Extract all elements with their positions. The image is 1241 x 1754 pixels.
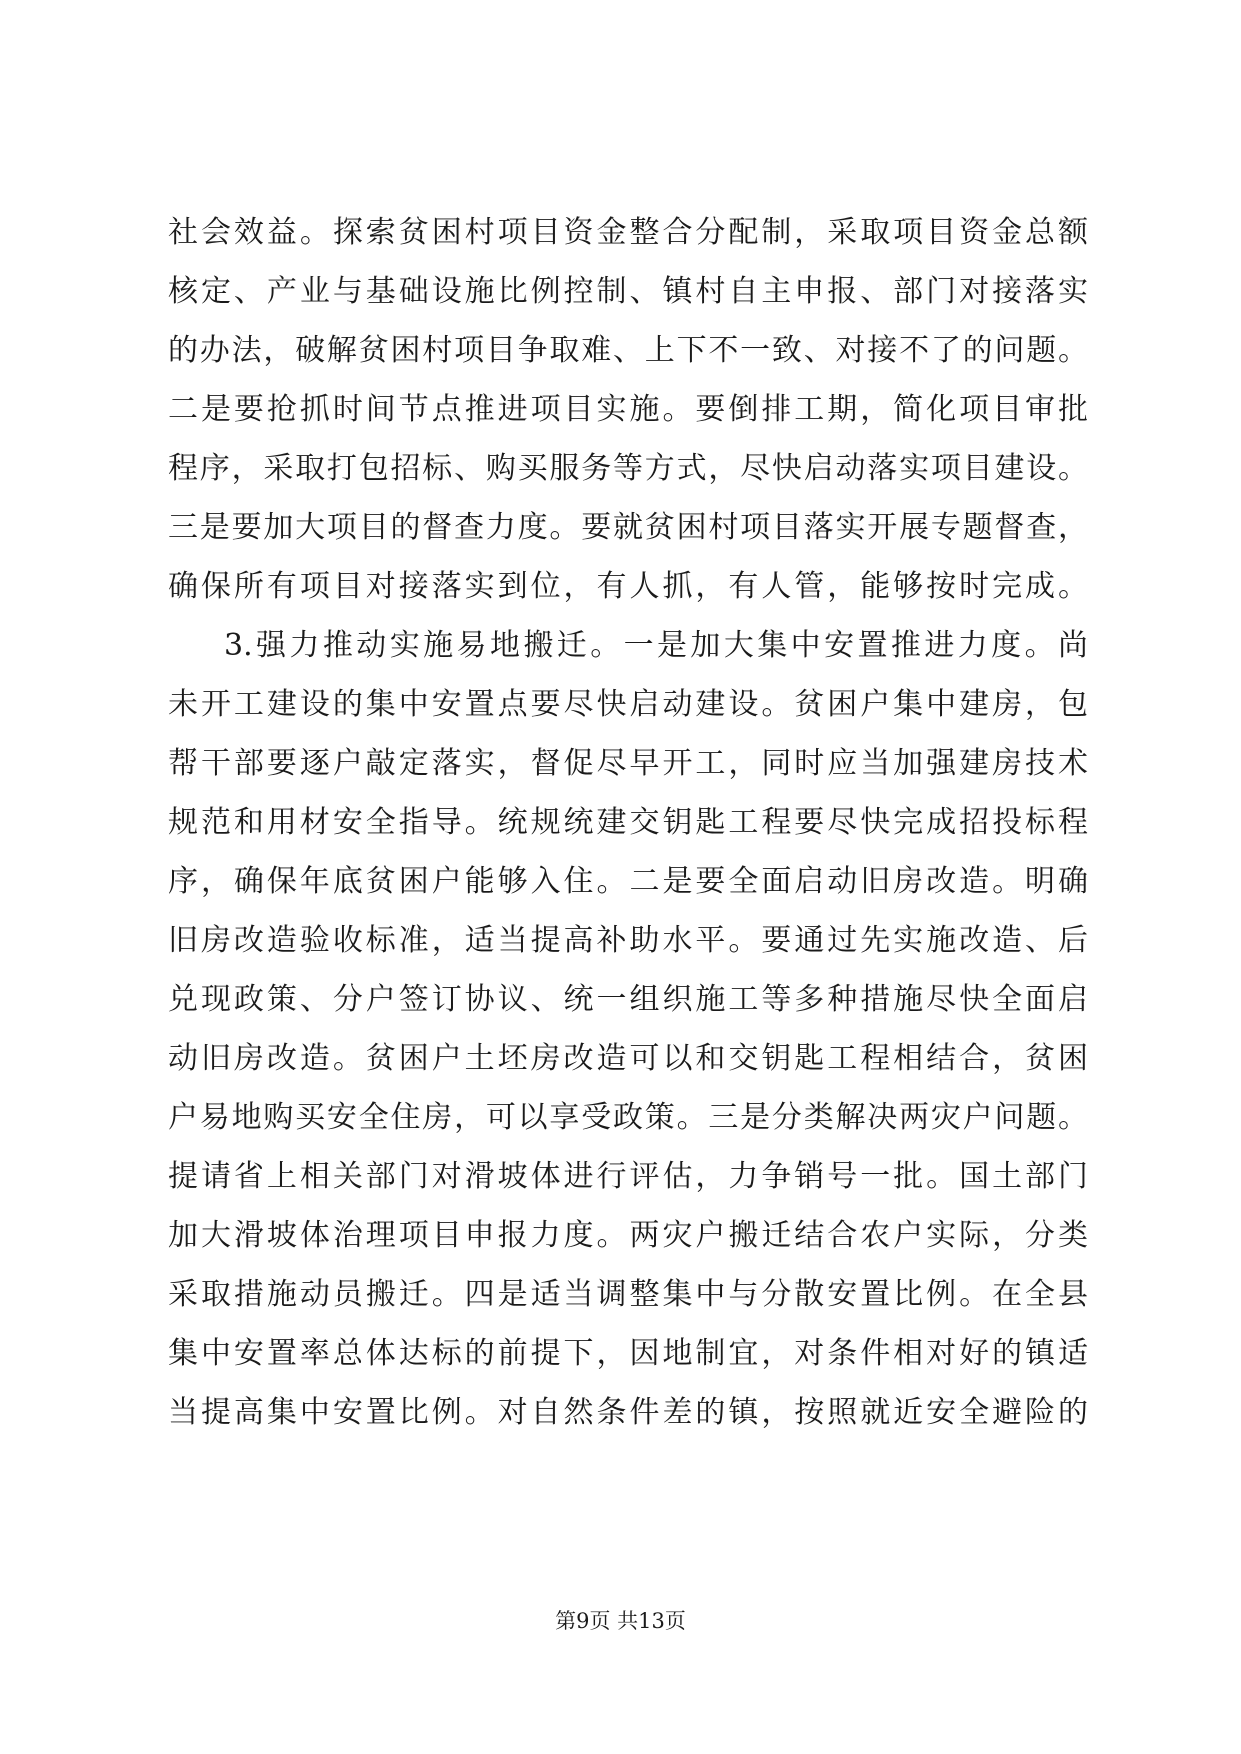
text-line: 动旧房改造。贫困户土坯房改造可以和交钥匙工程相结合，贫困: [168, 1041, 1088, 1076]
text-line: 社会效益。探索贫困村项目资金整合分配制，采取项目资金总额: [168, 215, 1088, 250]
text-line: 确保所有项目对接落实到位，有人抓，有人管，能够按时完成。: [168, 569, 1088, 604]
text-line: 规范和用材安全指导。统规统建交钥匙工程要尽快完成招投标程: [168, 805, 1088, 840]
text-line: 旧房改造验收标准，适当提高补助水平。要通过先实施改造、后: [168, 923, 1088, 958]
text-line: 帮干部要逐户敲定落实，督促尽早开工，同时应当加强建房技术: [168, 746, 1088, 781]
text-line: 的办法，破解贫困村项目争取难、上下不一致、对接不了的问题。: [168, 333, 1088, 368]
text-line: 核定、产业与基础设施比例控制、镇村自主申报、部门对接落实: [168, 274, 1088, 309]
paragraph-first-line: 3.强力推动实施易地搬迁。一是加大集中安置推进力度。尚: [224, 628, 1088, 663]
text-line: 二是要抢抓时间节点推进项目实施。要倒排工期，简化项目审批: [168, 392, 1088, 427]
page-number-label: 第9页 共13页: [555, 1609, 686, 1633]
text-line: 程序，采取打包招标、购买服务等方式，尽快启动落实项目建设。: [168, 451, 1088, 486]
text-line: 未开工建设的集中安置点要尽快启动建设。贫困户集中建房，包: [168, 687, 1088, 722]
text-line: 采取措施动员搬迁。四是适当调整集中与分散安置比例。在全县: [168, 1277, 1088, 1312]
text-line: 序，确保年底贫困户能够入住。二是要全面启动旧房改造。明确: [168, 864, 1088, 899]
document-body: [168, 203, 1088, 1442]
text-line: 兑现政策、分户签订协议、统一组织施工等多种措施尽快全面启: [168, 982, 1088, 1017]
text-line: 三是要加大项目的督查力度。要就贫困村项目落实开展专题督查，: [168, 510, 1088, 545]
text-line: 加大滑坡体治理项目申报力度。两灾户搬迁结合农户实际，分类: [168, 1218, 1088, 1253]
text-line: 当提高集中安置比例。对自然条件差的镇，按照就近安全避险的: [168, 1395, 1088, 1430]
text-line: 提请省上相关部门对滑坡体进行评估，力争销号一批。国土部门: [168, 1159, 1088, 1194]
text-line: 集中安置率总体达标的前提下，因地制宜，对条件相对好的镇适: [168, 1336, 1088, 1371]
text-line: 户易地购买安全住房，可以享受政策。三是分类解决两灾户问题。: [168, 1100, 1088, 1135]
page-footer: [0, 1606, 1241, 1636]
